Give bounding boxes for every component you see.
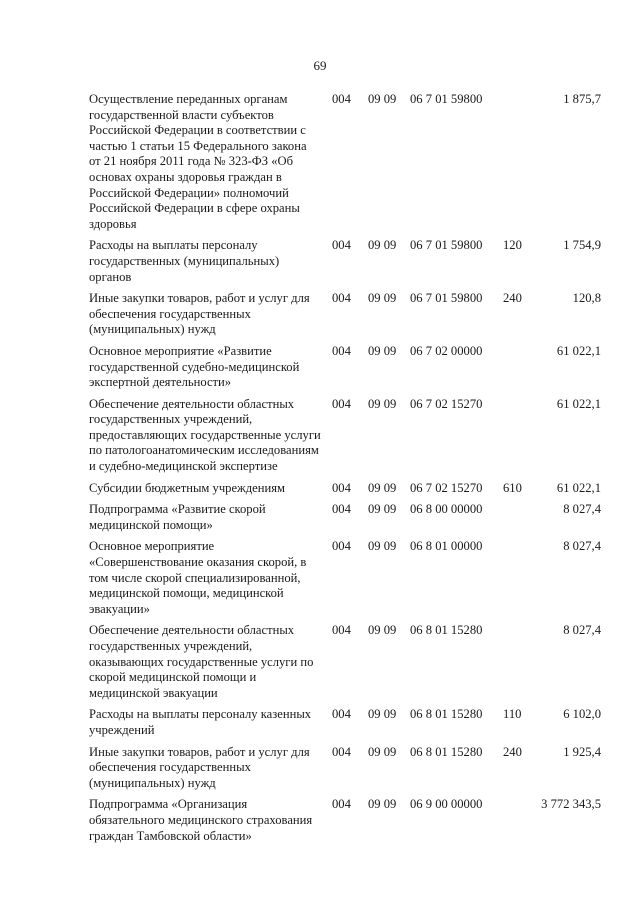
section-code: 09 09 xyxy=(368,539,397,554)
section-code: 09 09 xyxy=(368,291,397,306)
amount: 61 022,1 xyxy=(556,480,601,495)
section-code: 09 09 xyxy=(368,623,397,638)
table-row xyxy=(89,707,609,738)
amount: 8 027,4 xyxy=(563,623,601,638)
ministry-code: 004 xyxy=(332,396,351,411)
program-code: 06 8 01 15280 xyxy=(410,744,483,759)
amount: 8 027,4 xyxy=(563,539,601,554)
table-row xyxy=(89,397,609,475)
row-name: Расходы на выплаты персоналу государственных (муниципальных) органов xyxy=(89,238,280,284)
ministry-code: 004 xyxy=(332,291,351,306)
row-name: Обеспечение деятельности областных государственных учреждений, оказывающих государственные услуги по скорой медицинской помощи и медицинской эвакуации xyxy=(89,623,314,700)
expense-type-code: 120 xyxy=(503,238,522,253)
table-row xyxy=(89,797,609,844)
program-code: 06 7 02 00000 xyxy=(410,343,483,358)
section-code: 09 09 xyxy=(368,502,397,517)
row-name: Иные закупки товаров, работ и услуг для обеспечения государственных (муниципальных) нужд xyxy=(89,291,310,337)
table-row xyxy=(89,539,609,617)
program-code: 06 7 01 59800 xyxy=(410,291,483,306)
ministry-code: 004 xyxy=(332,480,351,495)
row-name: Основное мероприятие «Развитие государственной судебно-медицинской экспертной деятельности» xyxy=(89,343,300,390)
amount: 6 102,0 xyxy=(563,707,601,722)
table-row xyxy=(89,344,609,391)
section-code: 09 09 xyxy=(368,744,397,759)
expense-type-code: 610 xyxy=(503,480,522,495)
row-name: Подпрограмма «Развитие скорой медицинской помощи» xyxy=(89,502,266,532)
program-code: 06 9 00 00000 xyxy=(410,797,483,812)
table-row xyxy=(89,623,609,701)
table-row xyxy=(89,92,609,232)
program-code: 06 8 01 15280 xyxy=(410,623,483,638)
program-code: 06 7 02 15270 xyxy=(410,396,483,411)
row-name: Расходы на выплаты персоналу казенных учреждений xyxy=(89,707,312,737)
section-code: 09 09 xyxy=(368,480,397,495)
expense-type-code: 240 xyxy=(503,291,522,306)
table-row xyxy=(89,291,609,338)
ministry-code: 004 xyxy=(332,502,351,517)
program-code: 06 8 01 15280 xyxy=(410,707,483,722)
amount: 3 772 343,5 xyxy=(541,797,601,812)
section-code: 09 09 xyxy=(368,797,397,812)
table-row xyxy=(89,481,609,497)
amount: 61 022,1 xyxy=(556,343,601,358)
row-name: Основное мероприятие «Совершенствование оказания скорой, в том числе скорой специализированной, медицинской помощи, медицинской эвакуации» xyxy=(89,539,307,616)
budget-table xyxy=(89,92,609,850)
table-row xyxy=(89,238,609,285)
table-row xyxy=(89,745,609,792)
row-name: Иные закупки товаров, работ и услуг для обеспечения государственных (муниципальных) нужд xyxy=(89,744,310,790)
ministry-code: 004 xyxy=(332,539,351,554)
amount: 61 022,1 xyxy=(556,396,601,411)
amount: 1 925,4 xyxy=(563,744,601,759)
section-code: 09 09 xyxy=(368,707,397,722)
ministry-code: 004 xyxy=(332,343,351,358)
expense-type-code: 240 xyxy=(503,744,522,759)
table-row xyxy=(89,502,609,533)
row-name: Подпрограмма «Организация обязательного медицинского страхования граждан Тамбовской области» xyxy=(89,797,313,843)
amount: 120,8 xyxy=(572,291,601,306)
program-code: 06 7 01 59800 xyxy=(410,92,483,106)
ministry-code: 004 xyxy=(332,92,351,106)
ministry-code: 004 xyxy=(332,623,351,638)
row-name: Осуществление переданных органам государственной власти субъектов Российской Федерации в соответствии с частью 1 статьи 15 Федерального закона от 21 ноября 2011 года № 323-ФЗ «Об основах охраны здоровья граждан в Российской Федерации» полномочий Российской Федерации в сфере охраны здоровья xyxy=(89,92,307,231)
section-code: 09 09 xyxy=(368,343,397,358)
program-code: 06 7 01 59800 xyxy=(410,238,483,253)
program-code: 06 8 01 00000 xyxy=(410,539,483,554)
program-code: 06 7 02 15270 xyxy=(410,480,483,495)
amount: 1 754,9 xyxy=(563,238,601,253)
ministry-code: 004 xyxy=(332,238,351,253)
amount: 1 875,7 xyxy=(563,92,601,106)
expense-type-code: 110 xyxy=(503,707,522,722)
amount: 8 027,4 xyxy=(563,502,601,517)
row-name: Субсидии бюджетным учреждениям xyxy=(89,480,285,495)
ministry-code: 004 xyxy=(332,707,351,722)
ministry-code: 004 xyxy=(332,744,351,759)
section-code: 09 09 xyxy=(368,92,397,106)
section-code: 09 09 xyxy=(368,396,397,411)
row-name: Обеспечение деятельности областных государственных учреждений, предоставляющих государственные услуги по патологоанатомическим исследованиям и судебно-медицинской экспертизе xyxy=(89,396,321,474)
ministry-code: 004 xyxy=(332,797,351,812)
page-number: 69 xyxy=(313,58,327,73)
section-code: 09 09 xyxy=(368,238,397,253)
program-code: 06 8 00 00000 xyxy=(410,502,483,517)
